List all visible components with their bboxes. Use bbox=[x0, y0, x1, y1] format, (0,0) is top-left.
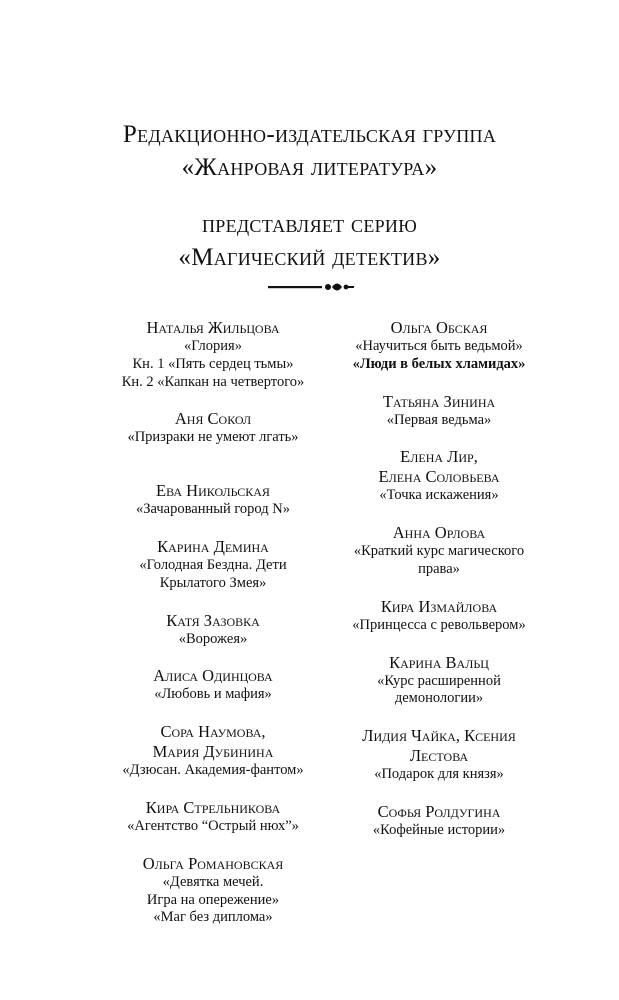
book-title: «Дзюсан. Академия-фантом» bbox=[122, 762, 304, 779]
publisher-line-1: Редакционно-издательская группа bbox=[122, 121, 497, 148]
book-title: «Зачарованный город N» bbox=[136, 501, 290, 518]
book-title: демонологии» bbox=[394, 690, 484, 707]
book-title: Игра на опережение» bbox=[146, 891, 280, 908]
book-title: права» bbox=[418, 560, 460, 577]
book-title: «Люди в белых хламидах» bbox=[352, 355, 526, 372]
book-title: «Девятка мечей. bbox=[162, 873, 264, 890]
list-item bbox=[294, 726, 584, 784]
author-name: Сора Наумова, bbox=[160, 722, 266, 742]
author-name: Софья Ролдугина bbox=[377, 801, 501, 821]
list-item bbox=[294, 597, 584, 635]
book-title: «Научиться быть ведьмой» bbox=[355, 338, 523, 354]
author-name: Татьяна Зинина bbox=[382, 391, 496, 411]
book-title: «Подарок для князя» bbox=[374, 766, 504, 783]
list-item bbox=[294, 447, 584, 505]
book-title: «Ворожея» bbox=[178, 630, 248, 647]
author-name: Ольга Романовская bbox=[142, 853, 284, 873]
list-item bbox=[294, 318, 584, 374]
list-item bbox=[294, 653, 584, 709]
author-name: Лидия Чайка, Ксения bbox=[362, 726, 516, 746]
right-column bbox=[294, 318, 584, 858]
book-title: «Глория» bbox=[184, 338, 242, 354]
list-item bbox=[294, 523, 584, 579]
book-title: «Принцесса с револьвером» bbox=[352, 616, 526, 633]
author-name: Карина Вальц bbox=[389, 652, 489, 672]
book-title: «Маг без диплома» bbox=[153, 909, 273, 926]
list-item bbox=[294, 392, 584, 430]
book-title: «Агентство “Острый нюх”» bbox=[127, 817, 299, 834]
author-name: Кира Измайлова bbox=[380, 596, 498, 616]
presents-line-2: «Магический детектив» bbox=[178, 244, 441, 271]
book-title: «Точка искажения» bbox=[379, 487, 499, 504]
book-title: «Любовь и мафия» bbox=[154, 686, 272, 703]
book-title: «Краткий курс магического bbox=[353, 543, 525, 560]
author-name: Ольга Обская bbox=[390, 318, 488, 337]
author-name: Катя Зазовка bbox=[166, 610, 260, 630]
book-title: Кн. 2 «Капкан на четвертого» bbox=[121, 373, 305, 390]
book-title: Кн. 1 «Пять сердец тьмы» bbox=[132, 355, 294, 372]
book-title: «Призраки не умеют лгать» bbox=[127, 429, 299, 446]
presents-line-1: представляет серию bbox=[201, 211, 418, 238]
list-item bbox=[294, 802, 584, 840]
ornamental-divider-icon bbox=[268, 278, 354, 296]
series-heading bbox=[0, 208, 619, 274]
book-title: Крылатого Змея» bbox=[159, 574, 267, 591]
author-name: Аня Сокол bbox=[174, 409, 252, 429]
author-name: Ева Никольская bbox=[156, 481, 270, 501]
book-title: «Голодная Бездна. Дети bbox=[139, 556, 287, 573]
author-name: Карина Демина bbox=[157, 536, 269, 556]
list-item bbox=[68, 854, 358, 927]
book-title: «Курс расширенной bbox=[377, 672, 501, 689]
author-name: Алиса Одинцова bbox=[153, 666, 273, 686]
author-name: Мария Дубинина bbox=[152, 742, 274, 762]
author-name: Лестова bbox=[409, 746, 469, 766]
author-name: Анна Орлова bbox=[392, 523, 486, 543]
author-name: Елена Соловьева bbox=[378, 467, 500, 487]
author-name: Елена Лир, bbox=[400, 447, 478, 467]
publisher-line-2: «Жанровая литература» bbox=[181, 154, 438, 181]
publisher-heading bbox=[0, 118, 619, 184]
book-title: «Первая ведьма» bbox=[386, 411, 492, 428]
author-name: Кира Стрельникова bbox=[145, 797, 281, 817]
author-name: Наталья Жильцова bbox=[146, 318, 280, 337]
book-title: «Кофейные истории» bbox=[372, 821, 506, 838]
